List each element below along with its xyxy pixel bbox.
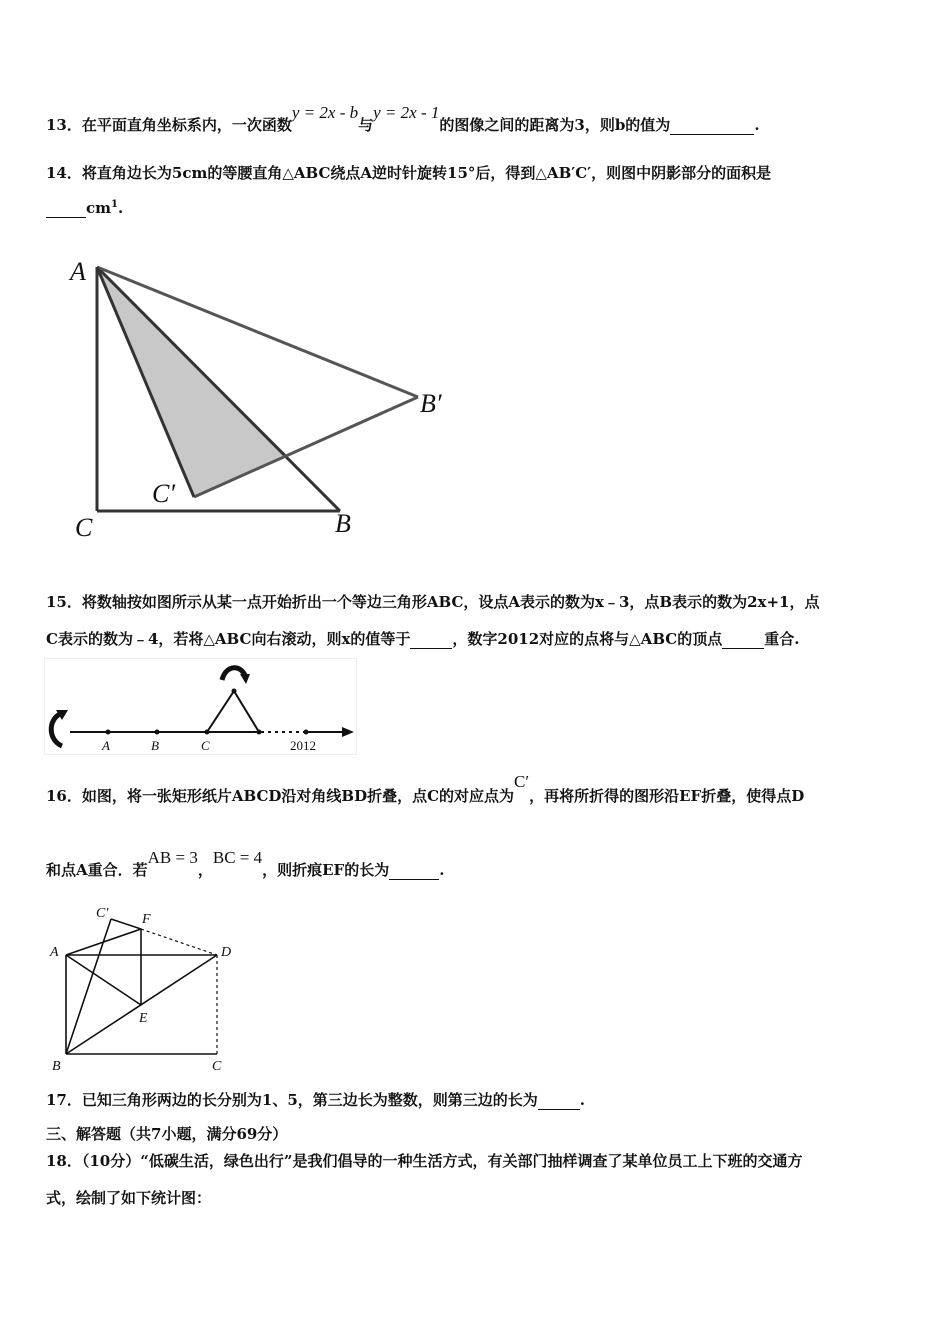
q16-line-AF (66, 929, 141, 955)
q13-number: 13． (46, 116, 82, 134)
q16-label-F: F (142, 912, 151, 927)
q15-label-B: B (151, 738, 159, 753)
q15-point-top (232, 689, 237, 694)
q15-label-C: C (201, 738, 210, 753)
q16-line-FD (141, 929, 217, 955)
q17-number: 17． (46, 1091, 82, 1109)
q16-line-CpF (111, 919, 141, 929)
q14-number: 14． (46, 164, 82, 182)
q16-line-AE (66, 955, 141, 1005)
q15-number: 15． (46, 593, 82, 611)
q16-bc: BC = 4 (212, 848, 263, 867)
q13-text-b: 与 (358, 116, 374, 134)
q15-point-C (205, 730, 210, 735)
question-14 (46, 162, 771, 183)
q16-label-A: A (50, 945, 59, 960)
q16-figure (44, 902, 244, 1077)
q15-line-2b: ，数字2012对应的点将与△ABC的顶点 (452, 630, 723, 648)
section-3-title: 三、解答题（共7小题，满分69分） (46, 1125, 288, 1143)
question-15 (46, 591, 820, 612)
q16-line-1a: 如图，将一张矩形纸片ABCD沿对角线BD折叠，点C的对应点为 (81, 787, 515, 805)
q14-end: . (117, 199, 124, 217)
q14-answer-blank (46, 199, 86, 218)
q13-end: . (754, 116, 760, 134)
q14-label-C: C (75, 513, 93, 542)
q16-label-C: C (212, 1059, 222, 1074)
q15-label-2012: 2012 (290, 738, 316, 753)
q14-unit-sup: 1 (111, 199, 118, 210)
q14-figure (60, 240, 480, 550)
q14-unit: cm (86, 199, 112, 217)
q15-arrow-right-icon (342, 727, 354, 737)
q15-answer-blank-2 (722, 630, 764, 649)
question-17 (46, 1089, 585, 1110)
q15-roll-arrow-icon (222, 668, 246, 680)
q16-answer-blank (389, 861, 439, 880)
q16-line-BCp (66, 919, 111, 1054)
q15-roll-arrowhead (240, 674, 250, 684)
q14-label-Cp: C′ (152, 479, 176, 508)
q15-line-1: 将数轴按如图所示从某一点开始折出一个等边三角形ABC，设点A表示的数为x﹣3，点B表示的数为2x+1，点 (81, 593, 820, 611)
q15-line-2c: 重合. (764, 630, 800, 648)
q15-figure (44, 658, 359, 758)
question-13 (46, 103, 760, 135)
q16-line-2a: 和点A重合．若 (46, 861, 148, 879)
q15-answer-blank-1 (410, 630, 452, 649)
q16-label-Cp: C′ (96, 906, 109, 921)
question-18-cont: 式，绘制了如下统计图： (46, 1189, 212, 1207)
q18-line-1: （10分）“低碳生活，绿色出行”是我们倡导的一种生活方式，有关部门抽样调查了某单位员工上下班的交通方 (81, 1152, 803, 1170)
q15-label-A: A (102, 738, 110, 753)
question-18 (46, 1150, 803, 1171)
q13-formula-1: y = 2x - b (291, 103, 359, 122)
q18-number: 18． (46, 1152, 82, 1170)
question-16-cont (46, 848, 445, 880)
q14-label-B: B (335, 509, 351, 538)
q16-number: 16． (46, 787, 82, 805)
question-16 (46, 772, 805, 806)
q14-label-Bp: B′ (420, 389, 442, 418)
q16-label-D: D (221, 945, 232, 960)
q16-label-E: E (139, 1011, 148, 1026)
q13-answer-blank (670, 116, 754, 135)
q16-end: . (439, 861, 445, 879)
q17-text: 已知三角形两边的长分别为1、5，第三边长为整数，则第三边的长为 (81, 1091, 538, 1109)
q14-text: 将直角边长为5cm的等腰直角△ABC绕点A逆时针旋转15°后，得到△AB′C′，则图中阴影部分的面积是 (81, 164, 772, 182)
q13-text-a: 在平面直角坐标系内，一次函数 (81, 116, 292, 134)
q17-end: . (579, 1091, 585, 1109)
question-15-cont (46, 628, 799, 649)
q16-ab: AB = 3 (147, 848, 198, 867)
q17-answer-blank (538, 1091, 580, 1110)
q16-line-1b: ，再将所折得的图形沿EF折叠，使得点D (529, 787, 805, 805)
q13-formula-2: y = 2x - 1 (373, 103, 440, 122)
q14-shaded-region (97, 267, 286, 497)
q15-point-2012 (304, 730, 309, 735)
q15-triangle (207, 691, 259, 732)
q15-point-right (257, 730, 262, 735)
q15-point-A (106, 730, 111, 735)
q16-cprime: C′ (514, 772, 530, 791)
q14-label-A: A (70, 257, 86, 286)
question-14-cont (46, 199, 123, 218)
q15-point-B (155, 730, 160, 735)
q13-text-c: 的图像之间的距离为3，则b的值为 (439, 116, 671, 134)
q15-curl-arrow-icon (51, 714, 62, 746)
q16-line-2b: ，则折痕EF的长为 (262, 861, 390, 879)
q16-comma: ， (197, 861, 213, 879)
q15-line-2a: C表示的数为﹣4，若将△ABC向右滚动，则x的值等于 (46, 630, 411, 648)
q16-label-B: B (52, 1059, 61, 1074)
